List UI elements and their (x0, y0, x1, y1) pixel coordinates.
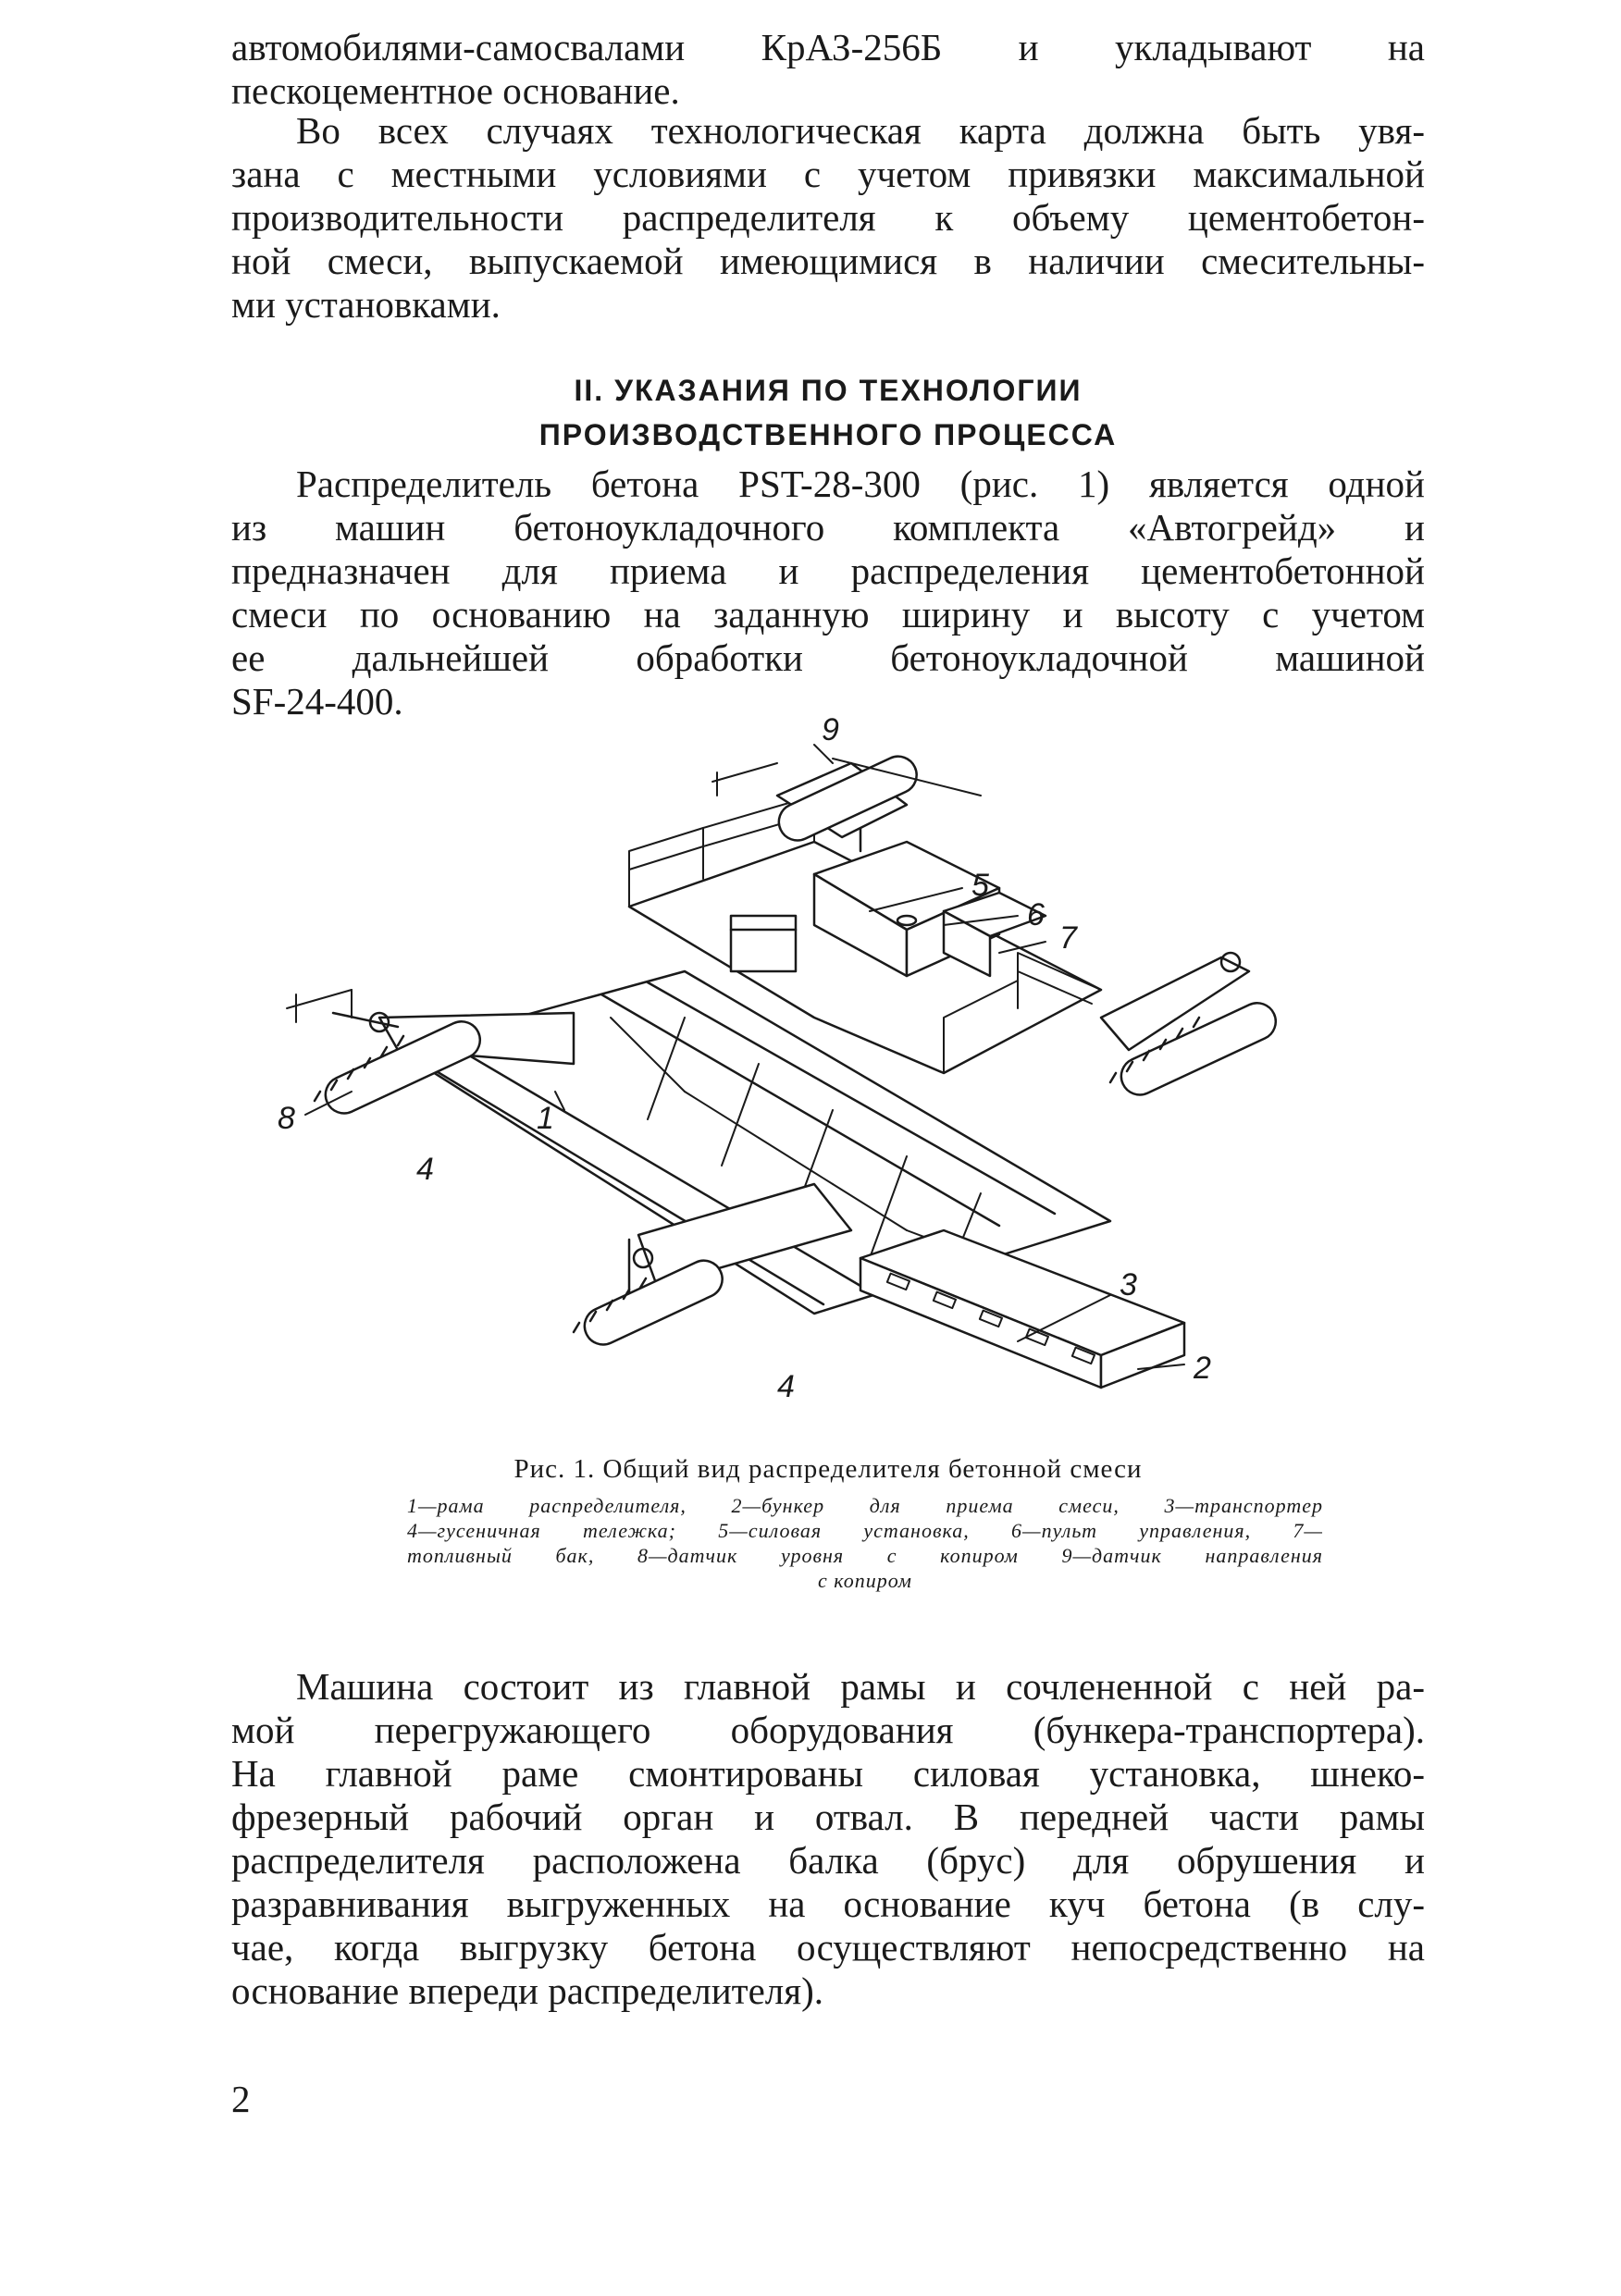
legend-line: топливный бак, 8—датчик уровня с копиром 9—датчик направления (407, 1544, 1323, 1567)
figure-label: 6 (1027, 897, 1045, 932)
figure-caption: Рис. 1. Общий вид распределителя бетонной смеси (514, 1454, 1143, 1484)
figure-label: 4 (777, 1369, 795, 1404)
page-number: 2 (231, 2078, 251, 2120)
text-line: ми установками. (231, 283, 501, 326)
figure-label: 4 (416, 1152, 434, 1187)
text-line: распределителя расположена балка (брус) для обрушения и (231, 1839, 1425, 1882)
figure-label: 8 (278, 1101, 295, 1136)
text-line: смеси по основанию на заданную ширину и высоту с учетом (231, 593, 1425, 636)
text-line: SF-24-400. (231, 680, 403, 722)
text-line: Распределитель бетона PST-28-300 (рис. 1) является одной (296, 463, 1425, 505)
distributor-drawing (278, 712, 1295, 1443)
text-line: предназначен для приема и распределения цементобетонной (231, 549, 1425, 592)
text-line: На главной раме смонтированы силовая установка, шнеко- (231, 1752, 1425, 1795)
text-line: зана с местными условиями с учетом привязки максимальной (231, 153, 1425, 195)
text-line: пескоцементное основание. (231, 69, 680, 112)
text-line: разравнивания выгруженных на основание куч бетона (в слу- (231, 1882, 1425, 1925)
text-line: автомобилями-самосвалами КрАЗ-256Б и укладывают на (231, 26, 1425, 68)
text-line: Машина состоит из главной рамы и сочлененной с ней ра- (296, 1665, 1425, 1708)
legend-line: с копиром (818, 1569, 912, 1592)
paragraph-technological-map (231, 109, 1425, 327)
intro-paragraph (231, 26, 1425, 113)
figure-label: 7 (1059, 920, 1077, 956)
section-heading-line: II. УКАЗАНИЯ ПО ТЕХНОЛОГИИ (574, 374, 1083, 407)
text-line: чае, когда выгрузку бетона осуществляют непосредственно на (231, 1926, 1425, 1969)
text-line: производительности распределителя к объему цементобетон- (231, 196, 1425, 239)
text-line: фрезерный рабочий орган и отвал. В передней части рамы (231, 1796, 1425, 1838)
text-line: мой перегружающего оборудования (бункера-транспортера). (231, 1709, 1425, 1751)
figure-label: 3 (1120, 1267, 1137, 1302)
text-line: ее дальнейшей обработки бетоноукладочной машиной (231, 636, 1425, 679)
figure-label: 5 (971, 868, 989, 903)
figure-label: 2 (1194, 1351, 1211, 1386)
distributor-drawing-svg (278, 712, 1295, 1443)
paragraph-distributor-description (231, 463, 1425, 723)
text-line: Во всех случаях технологическая карта должна быть увя- (296, 109, 1425, 152)
paragraph-machine-structure (231, 1665, 1425, 2013)
legend-line: 4—гусеничная тележка; 5—силовая установка, 6—пульт управления, 7— (407, 1519, 1323, 1542)
text-line: ной смеси, выпускаемой имеющимися в наличии смесительны- (231, 240, 1425, 282)
legend-line: 1—рама распределителя, 2—бункер для приема смеси, 3—транспортер (407, 1494, 1323, 1517)
level-sensor (287, 990, 352, 1022)
hopper-conveyor (860, 1230, 1184, 1388)
text-line: основание впереди распределителя). (231, 1969, 824, 2012)
text-line: из машин бетоноукладочного комплекта «Автогрейд» и (231, 506, 1425, 549)
figure-label: 1 (537, 1101, 554, 1136)
section-heading (231, 368, 1425, 457)
figure-label: 9 (822, 712, 839, 747)
section-heading-line: ПРОИЗВОДСТВЕННОГО ПРОЦЕССА (538, 418, 1118, 451)
figure-legend (407, 1493, 1323, 1593)
